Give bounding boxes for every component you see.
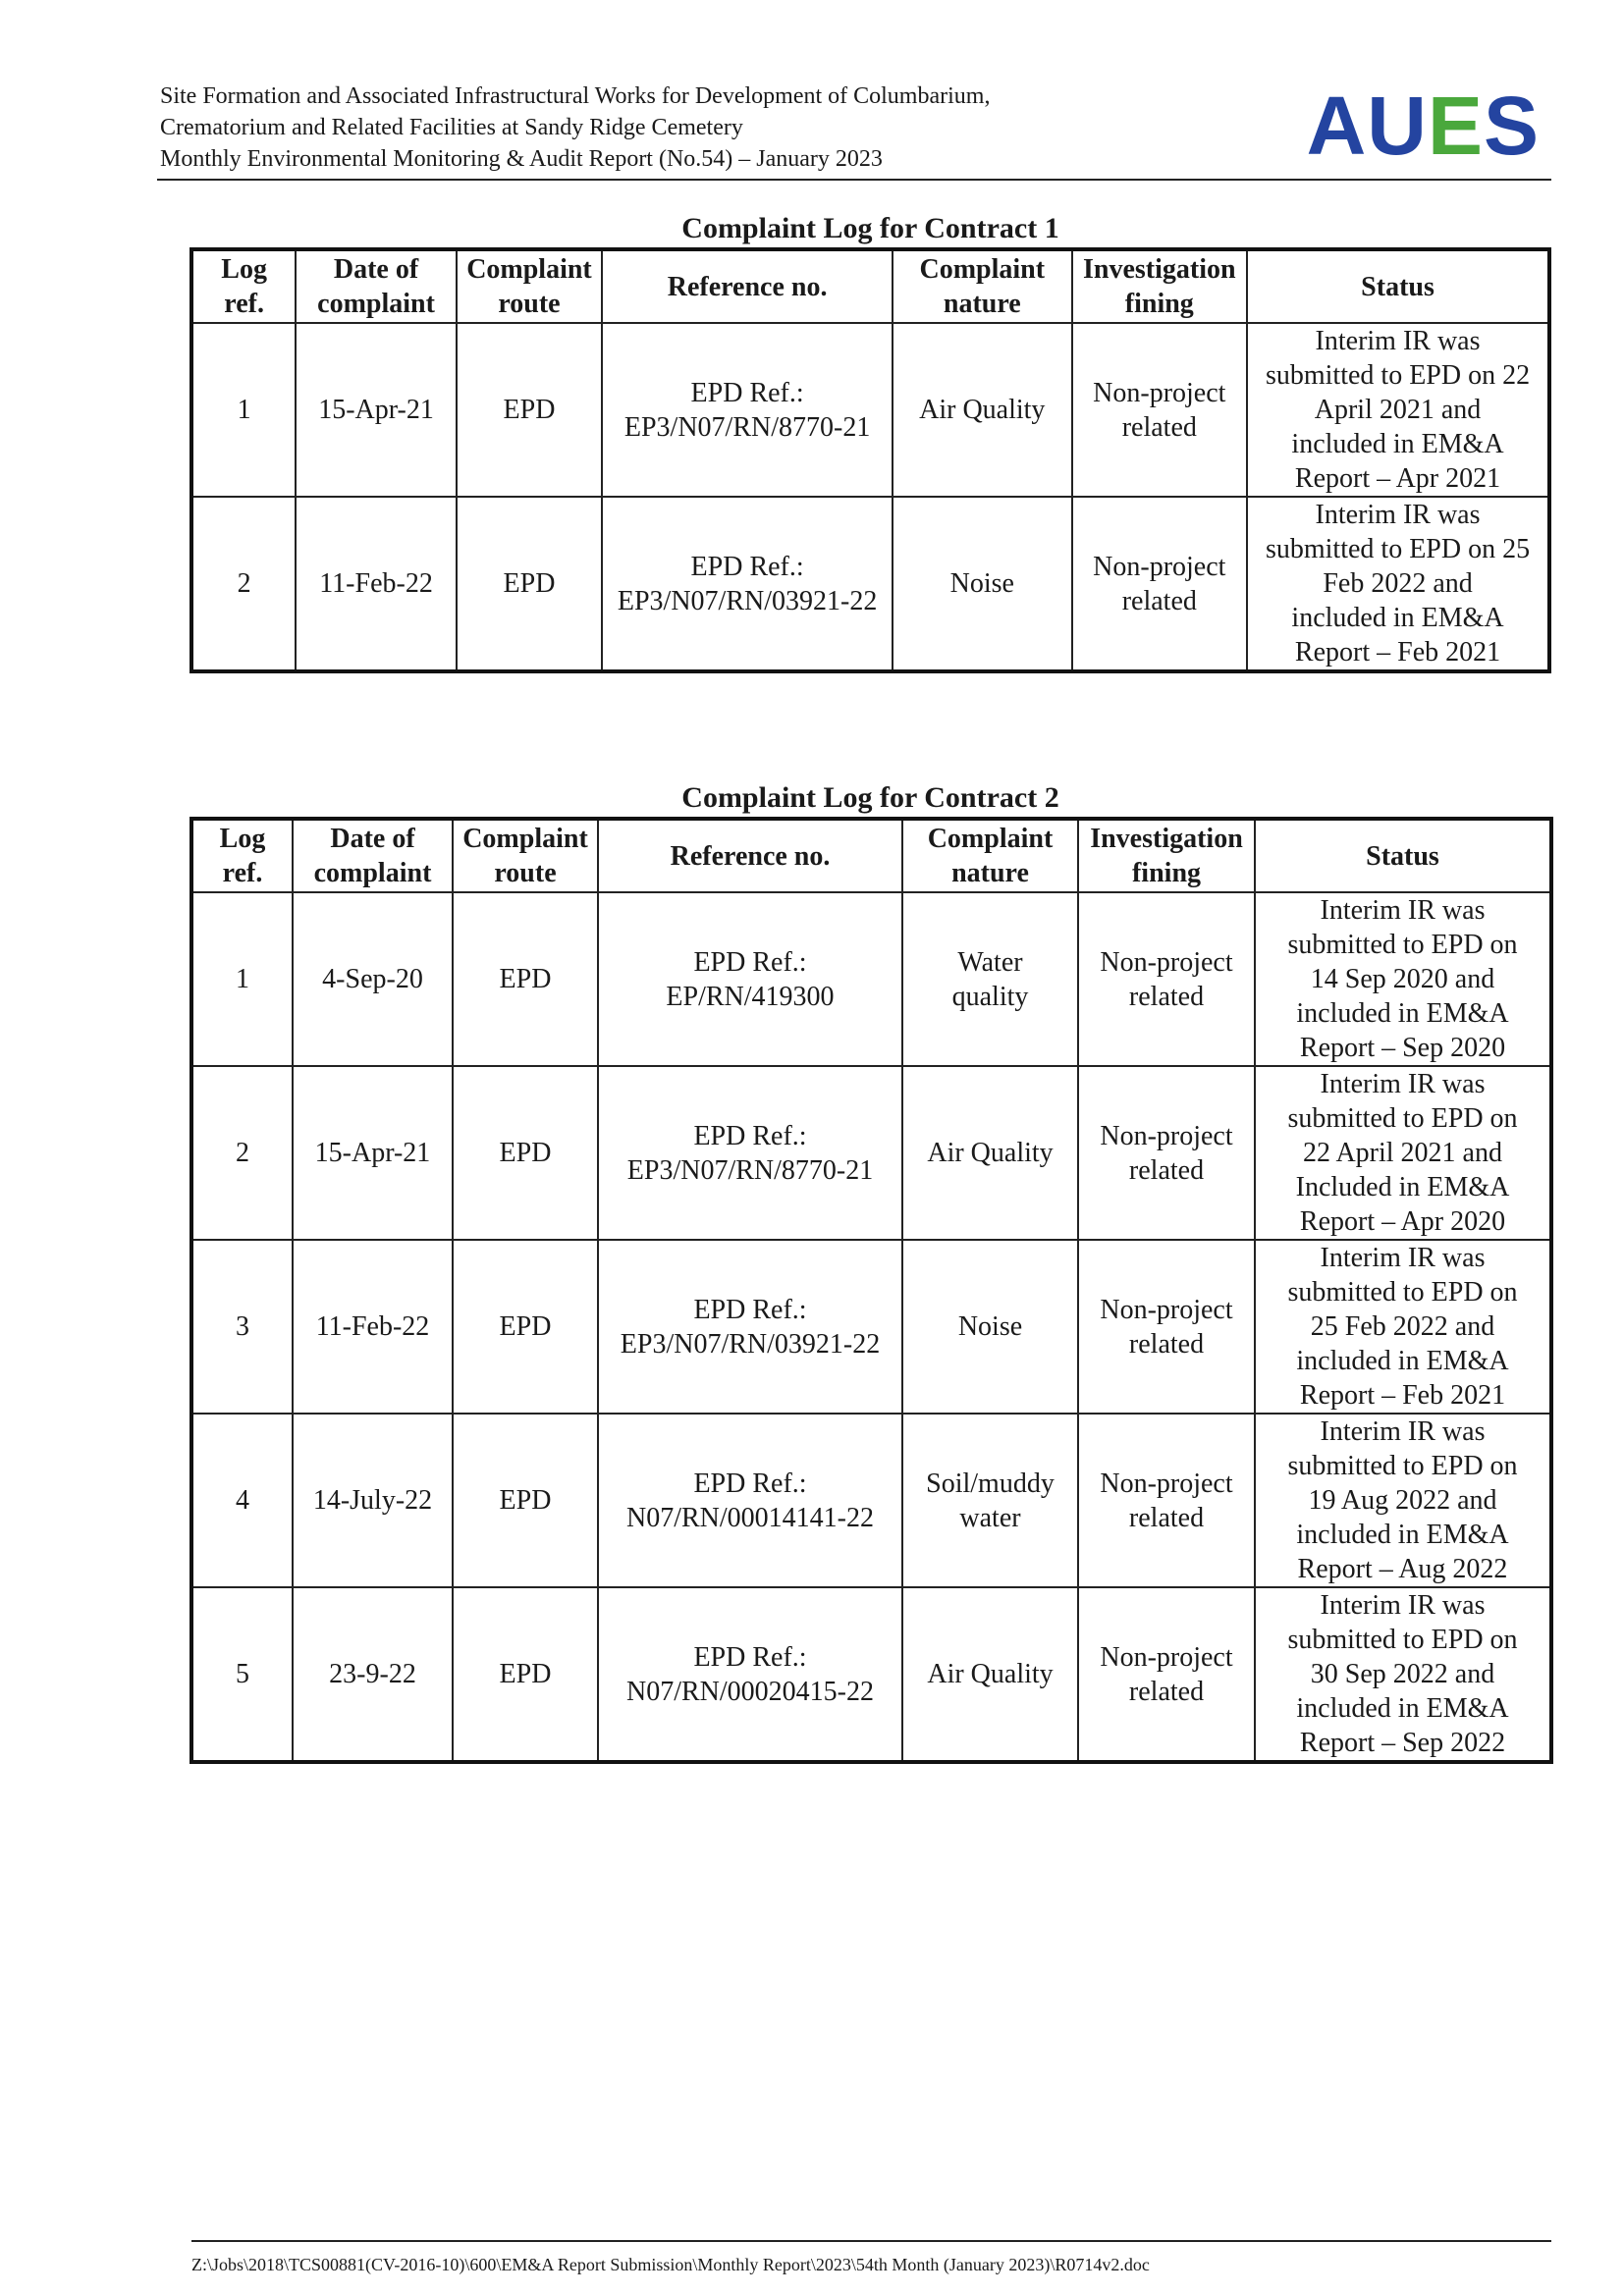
- cell-investigation-fining-line: related: [1128, 981, 1205, 1012]
- cell-reference-no-line: EP3/N07/RN/03921-22: [617, 585, 878, 616]
- cell-complaint-route: EPD: [453, 1587, 598, 1762]
- cell-status-line: Report – Feb 2021: [1294, 637, 1501, 667]
- column-header-date-of-complaint-line: complaint: [317, 289, 435, 319]
- cell-date-of-complaint: 23-9-22: [293, 1587, 453, 1762]
- cell-status-line: 25 Feb 2022 and: [1310, 1311, 1495, 1342]
- cell-investigation-fining-line: Non-project: [1100, 946, 1233, 978]
- complaint-log-table-contract-1: [189, 247, 1551, 673]
- file-path-footer: Z:\Jobs\2018\TCS00881(CV-2016-10)\600\EM&A Report Submission\Monthly Report\2023\54th Month (January 2023)\R0714v2.doc: [191, 2240, 1551, 2275]
- table-row: [191, 1587, 1551, 1762]
- column-header-reference-no-line: Reference no.: [670, 840, 831, 872]
- cell-date-of-complaint: 11-Feb-22: [296, 497, 456, 671]
- cell-complaint-route: EPD: [453, 1414, 598, 1587]
- column-header-investigation-fining: [1078, 819, 1255, 892]
- cell-status-line: Interim IR was: [1315, 326, 1481, 356]
- cell-reference-no: [598, 1240, 902, 1414]
- cell-status-line: included in EM&A: [1291, 603, 1504, 633]
- cell-complaint-nature-line: water: [959, 1502, 1021, 1533]
- cell-status: [1255, 1240, 1551, 1414]
- cell-status-line: submitted to EPD on: [1287, 1277, 1518, 1308]
- cell-status: [1247, 323, 1549, 497]
- cell-reference-no-line: EPD Ref.:: [693, 1294, 807, 1325]
- cell-investigation-fining: [1078, 1414, 1255, 1587]
- cell-complaint-route: EPD: [453, 1066, 598, 1240]
- cell-complaint-nature-line: Air Quality: [927, 1659, 1054, 1689]
- cell-status-line: included in EM&A: [1296, 1346, 1509, 1376]
- cell-reference-no-line: EP3/N07/RN/8770-21: [623, 411, 871, 443]
- cell-date-of-complaint: 15-Apr-21: [296, 323, 456, 497]
- cell-investigation-fining-line: Non-project: [1100, 1294, 1233, 1325]
- cell-log-ref: 2: [191, 497, 296, 671]
- cell-status-line: Report – Apr 2021: [1294, 463, 1501, 494]
- column-header-date-of-complaint-line: Date of: [333, 254, 419, 285]
- cell-status-line: Interim IR was: [1320, 1069, 1486, 1099]
- column-header-investigation-fining-line: fining: [1131, 858, 1202, 888]
- cell-investigation-fining-line: related: [1128, 1676, 1205, 1707]
- cell-status-line: submitted to EPD on 22: [1265, 360, 1531, 391]
- column-header-complaint-nature: [902, 819, 1078, 892]
- cell-reference-no-line: N07/RN/00014141-22: [626, 1502, 874, 1533]
- cell-complaint-nature-line: Soil/muddy: [926, 1468, 1055, 1499]
- column-header-log-ref-line: Log: [219, 824, 266, 854]
- cell-status-line: 30 Sep 2022 and: [1310, 1659, 1495, 1689]
- column-header-date-of-complaint-line: complaint: [313, 858, 432, 888]
- cell-complaint-nature-line: quality: [951, 981, 1029, 1012]
- cell-complaint-nature: [893, 323, 1072, 497]
- cell-reference-no-line: EPD Ref.:: [693, 1120, 807, 1151]
- cell-status-line: April 2021 and: [1314, 395, 1482, 425]
- cell-log-ref: 1: [191, 892, 293, 1066]
- report-title-line-3: Monthly Environmental Monitoring & Audit Report (No.54) – January 2023: [160, 146, 883, 172]
- column-header-complaint-nature-line: nature: [943, 289, 1021, 319]
- column-header-log-ref-line: Log: [221, 254, 267, 285]
- aues-logo: AUES: [1306, 80, 1540, 172]
- cell-investigation-fining-line: Non-project: [1100, 1641, 1233, 1673]
- column-header-status-line: Status: [1361, 271, 1435, 302]
- column-header-log-ref: [191, 819, 293, 892]
- cell-investigation-fining-line: related: [1128, 1502, 1205, 1533]
- column-header-log-ref-line: ref.: [224, 289, 264, 319]
- cell-complaint-nature-line: Air Quality: [927, 1138, 1054, 1168]
- column-header-complaint-route: [453, 819, 598, 892]
- column-header-log-ref-line: ref.: [222, 858, 263, 888]
- cell-log-ref: 3: [191, 1240, 293, 1414]
- table-row: [191, 1066, 1551, 1240]
- cell-complaint-nature: [902, 1587, 1078, 1762]
- cell-log-ref: 5: [191, 1587, 293, 1762]
- cell-date-of-complaint: 15-Apr-21: [293, 1066, 453, 1240]
- table-header-row: [191, 819, 1551, 892]
- cell-investigation-fining-line: related: [1128, 1154, 1205, 1186]
- cell-complaint-route: EPD: [457, 323, 602, 497]
- column-header-complaint-route-line: route: [494, 858, 557, 888]
- cell-status: [1255, 1587, 1551, 1762]
- column-header-complaint-nature-line: Complaint: [919, 254, 1046, 285]
- cell-date-of-complaint: 11-Feb-22: [293, 1240, 453, 1414]
- cell-reference-no-line: N07/RN/00020415-22: [626, 1676, 874, 1707]
- cell-investigation-fining-line: Non-project: [1100, 1120, 1233, 1151]
- cell-reference-no: [602, 497, 893, 671]
- cell-complaint-nature-line: Noise: [957, 1311, 1023, 1342]
- cell-status-line: submitted to EPD on: [1287, 1451, 1518, 1481]
- cell-status-line: Interim IR was: [1320, 1243, 1486, 1273]
- cell-investigation-fining-line: Non-project: [1093, 551, 1226, 582]
- cell-status-line: 19 Aug 2022 and: [1308, 1485, 1497, 1516]
- cell-log-ref: 1: [191, 323, 296, 497]
- cell-investigation-fining: [1078, 1066, 1255, 1240]
- cell-status-line: Interim IR was: [1315, 500, 1481, 530]
- column-header-complaint-nature: [893, 249, 1072, 323]
- column-header-status-line: Status: [1366, 840, 1439, 872]
- cell-complaint-nature-line: Noise: [949, 568, 1014, 599]
- cell-complaint-nature-line: Water: [957, 946, 1023, 978]
- cell-log-ref: 2: [191, 1066, 293, 1240]
- column-header-reference-no: [598, 819, 902, 892]
- cell-investigation-fining-line: related: [1121, 585, 1197, 616]
- cell-reference-no-line: EP3/N07/RN/8770-21: [626, 1154, 874, 1186]
- column-header-reference-no: [602, 249, 893, 323]
- column-header-investigation-fining-line: Investigation: [1083, 254, 1236, 285]
- column-header-log-ref: [191, 249, 296, 323]
- cell-date-of-complaint: 4-Sep-20: [293, 892, 453, 1066]
- cell-complaint-nature: [902, 1240, 1078, 1414]
- cell-reference-no: [598, 892, 902, 1066]
- cell-status-line: submitted to EPD on: [1287, 1625, 1518, 1655]
- cell-complaint-nature: [902, 1066, 1078, 1240]
- cell-investigation-fining: [1078, 1587, 1255, 1762]
- cell-status: [1255, 1066, 1551, 1240]
- cell-reference-no: [598, 1414, 902, 1587]
- cell-reference-no-line: EPD Ref.:: [693, 1468, 807, 1499]
- report-title-block: [160, 80, 990, 175]
- cell-reference-no: [598, 1066, 902, 1240]
- cell-investigation-fining: [1072, 323, 1248, 497]
- column-header-complaint-route: [457, 249, 602, 323]
- cell-reference-no: [602, 323, 893, 497]
- cell-reference-no-line: EP/RN/419300: [666, 981, 835, 1012]
- cell-investigation-fining-line: Non-project: [1100, 1468, 1233, 1499]
- cell-complaint-nature: [902, 892, 1078, 1066]
- table-row: [191, 892, 1551, 1066]
- cell-status-line: Interim IR was: [1320, 895, 1486, 926]
- table-row: [191, 1240, 1551, 1414]
- complaint-log-table-contract-2: [189, 817, 1553, 1764]
- cell-complaint-nature-line: Air Quality: [919, 395, 1046, 425]
- column-header-complaint-route-line: Complaint: [466, 254, 592, 285]
- column-header-complaint-nature-line: nature: [951, 858, 1029, 888]
- column-header-investigation-fining: [1072, 249, 1248, 323]
- cell-reference-no: [598, 1587, 902, 1762]
- page-header: [157, 77, 1551, 181]
- column-header-complaint-route-line: route: [498, 289, 561, 319]
- cell-status-line: included in EM&A: [1291, 429, 1504, 459]
- cell-status-line: 14 Sep 2020 and: [1310, 964, 1495, 994]
- cell-status: [1255, 1414, 1551, 1587]
- report-title-line-2: Crematorium and Related Facilities at Sandy Ridge Cemetery: [160, 115, 743, 140]
- cell-investigation-fining: [1078, 892, 1255, 1066]
- contract-2-table-title: Complaint Log for Contract 2: [681, 781, 1059, 814]
- table-header-row: [191, 249, 1549, 323]
- cell-investigation-fining-line: related: [1121, 411, 1197, 443]
- cell-status-line: Interim IR was: [1320, 1590, 1486, 1621]
- cell-reference-no-line: EP3/N07/RN/03921-22: [620, 1328, 881, 1360]
- report-title-line-1: Site Formation and Associated Infrastructural Works for Development of Columbarium,: [160, 83, 991, 109]
- column-header-reference-no-line: Reference no.: [667, 271, 828, 302]
- cell-status-line: included in EM&A: [1296, 998, 1509, 1029]
- cell-reference-no-line: EPD Ref.:: [690, 377, 804, 408]
- cell-status-line: Report – Apr 2020: [1299, 1206, 1506, 1237]
- table-row: [191, 497, 1549, 671]
- cell-reference-no-line: EPD Ref.:: [693, 946, 807, 978]
- table-row: [191, 323, 1549, 497]
- cell-status-line: submitted to EPD on 25: [1265, 534, 1531, 564]
- column-header-complaint-nature-line: Complaint: [927, 824, 1054, 854]
- cell-status-line: Report – Aug 2022: [1297, 1554, 1508, 1584]
- cell-date-of-complaint: 14-July-22: [293, 1414, 453, 1587]
- cell-investigation-fining: [1072, 497, 1248, 671]
- cell-status-line: Included in EM&A: [1295, 1172, 1510, 1202]
- column-header-date-of-complaint: [296, 249, 456, 323]
- column-header-date-of-complaint: [293, 819, 453, 892]
- cell-status-line: 22 April 2021 and: [1303, 1138, 1502, 1168]
- cell-investigation-fining-line: related: [1128, 1328, 1205, 1360]
- cell-investigation-fining-line: Non-project: [1093, 377, 1226, 408]
- cell-complaint-route: EPD: [453, 1240, 598, 1414]
- cell-reference-no-line: EPD Ref.:: [690, 551, 804, 582]
- cell-status-line: submitted to EPD on: [1287, 930, 1518, 960]
- table-row: [191, 1414, 1551, 1587]
- cell-status-line: Feb 2022 and: [1323, 568, 1473, 599]
- cell-status-line: included in EM&A: [1296, 1693, 1509, 1724]
- column-header-status: [1247, 249, 1549, 323]
- column-header-status: [1255, 819, 1551, 892]
- cell-status-line: Interim IR was: [1320, 1416, 1486, 1447]
- cell-complaint-route: EPD: [453, 892, 598, 1066]
- cell-reference-no-line: EPD Ref.:: [693, 1641, 807, 1673]
- cell-status: [1247, 497, 1549, 671]
- cell-complaint-nature: [902, 1414, 1078, 1587]
- cell-status-line: included in EM&A: [1296, 1520, 1509, 1550]
- cell-status-line: Report – Sep 2020: [1299, 1033, 1506, 1063]
- cell-status-line: submitted to EPD on: [1287, 1103, 1518, 1134]
- cell-status: [1255, 892, 1551, 1066]
- contract-1-table-title: Complaint Log for Contract 1: [681, 212, 1059, 244]
- cell-investigation-fining: [1078, 1240, 1255, 1414]
- cell-status-line: Report – Sep 2022: [1299, 1728, 1506, 1758]
- cell-log-ref: 4: [191, 1414, 293, 1587]
- cell-status-line: Report – Feb 2021: [1299, 1380, 1506, 1411]
- column-header-investigation-fining-line: fining: [1124, 289, 1194, 319]
- cell-complaint-route: EPD: [457, 497, 602, 671]
- column-header-complaint-route-line: Complaint: [462, 824, 588, 854]
- column-header-date-of-complaint-line: Date of: [330, 824, 415, 854]
- column-header-investigation-fining-line: Investigation: [1090, 824, 1243, 854]
- cell-complaint-nature: [893, 497, 1072, 671]
